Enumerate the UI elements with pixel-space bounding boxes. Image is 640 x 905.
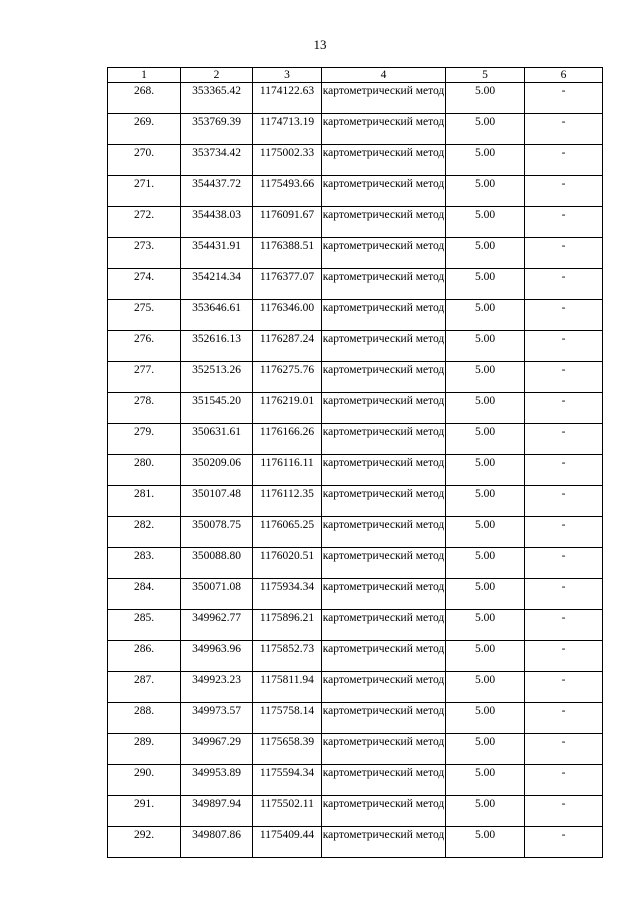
note-cell: - (525, 269, 603, 300)
x-coordinate-cell: 352513.26 (181, 362, 253, 393)
method-cell: картометрический метод (322, 610, 446, 641)
method-cell: картометрический метод (322, 455, 446, 486)
x-coordinate-cell: 350209.06 (181, 455, 253, 486)
column-header-2: 2 (181, 68, 253, 83)
y-coordinate-cell: 1174122.63 (253, 83, 322, 114)
point-number-cell: 270. (108, 145, 181, 176)
method-cell: картометрический метод (322, 269, 446, 300)
note-cell: - (525, 579, 603, 610)
accuracy-cell: 5.00 (446, 486, 525, 517)
table-row (108, 176, 603, 207)
point-number-cell: 289. (108, 734, 181, 765)
note-cell: - (525, 362, 603, 393)
accuracy-cell: 5.00 (446, 331, 525, 362)
point-number-cell: 286. (108, 641, 181, 672)
table-header-row (108, 68, 603, 83)
method-cell: картометрический метод (322, 424, 446, 455)
table-row (108, 517, 603, 548)
x-coordinate-cell: 350107.48 (181, 486, 253, 517)
table-row (108, 765, 603, 796)
note-cell: - (525, 83, 603, 114)
note-cell: - (525, 238, 603, 269)
point-number-cell: 271. (108, 176, 181, 207)
table-row (108, 579, 603, 610)
table-row (108, 393, 603, 424)
method-cell: картометрический метод (322, 362, 446, 393)
table-row (108, 207, 603, 238)
note-cell: - (525, 300, 603, 331)
accuracy-cell: 5.00 (446, 393, 525, 424)
point-number-cell: 269. (108, 114, 181, 145)
method-cell: картометрический метод (322, 703, 446, 734)
accuracy-cell: 5.00 (446, 176, 525, 207)
point-number-cell: 279. (108, 424, 181, 455)
table-row (108, 238, 603, 269)
method-cell: картометрический метод (322, 300, 446, 331)
point-number-cell: 276. (108, 331, 181, 362)
table-row (108, 114, 603, 145)
x-coordinate-cell: 350631.61 (181, 424, 253, 455)
point-number-cell: 288. (108, 703, 181, 734)
method-cell: картометрический метод (322, 207, 446, 238)
point-number-cell: 274. (108, 269, 181, 300)
method-cell: картометрический метод (322, 114, 446, 145)
point-number-cell: 278. (108, 393, 181, 424)
y-coordinate-cell: 1175493.66 (253, 176, 322, 207)
table-row (108, 641, 603, 672)
note-cell: - (525, 610, 603, 641)
method-cell: картометрический метод (322, 393, 446, 424)
note-cell: - (525, 827, 603, 858)
column-header-6: 6 (525, 68, 603, 83)
table-row (108, 548, 603, 579)
accuracy-cell: 5.00 (446, 114, 525, 145)
point-number-cell: 273. (108, 238, 181, 269)
x-coordinate-cell: 349807.86 (181, 827, 253, 858)
note-cell: - (525, 765, 603, 796)
accuracy-cell: 5.00 (446, 672, 525, 703)
x-coordinate-cell: 349967.29 (181, 734, 253, 765)
method-cell: картометрический метод (322, 83, 446, 114)
page-number: 13 (313, 37, 327, 52)
x-coordinate-cell: 354431.91 (181, 238, 253, 269)
accuracy-cell: 5.00 (446, 207, 525, 238)
method-cell: картометрический метод (322, 796, 446, 827)
y-coordinate-cell: 1176112.35 (253, 486, 322, 517)
y-coordinate-cell: 1176166.26 (253, 424, 322, 455)
note-cell: - (525, 548, 603, 579)
table-row (108, 796, 603, 827)
table-row (108, 424, 603, 455)
point-number-cell: 272. (108, 207, 181, 238)
table-row (108, 610, 603, 641)
y-coordinate-cell: 1175502.11 (253, 796, 322, 827)
accuracy-cell: 5.00 (446, 579, 525, 610)
point-number-cell: 291. (108, 796, 181, 827)
method-cell: картометрический метод (322, 827, 446, 858)
accuracy-cell: 5.00 (446, 238, 525, 269)
accuracy-cell: 5.00 (446, 424, 525, 455)
note-cell: - (525, 145, 603, 176)
point-number-cell: 283. (108, 548, 181, 579)
point-number-cell: 268. (108, 83, 181, 114)
table-row (108, 703, 603, 734)
y-coordinate-cell: 1176275.76 (253, 362, 322, 393)
note-cell: - (525, 796, 603, 827)
accuracy-cell: 5.00 (446, 269, 525, 300)
accuracy-cell: 5.00 (446, 703, 525, 734)
point-number-cell: 277. (108, 362, 181, 393)
y-coordinate-cell: 1176065.25 (253, 517, 322, 548)
y-coordinate-cell: 1175658.39 (253, 734, 322, 765)
method-cell: картометрический метод (322, 548, 446, 579)
y-coordinate-cell: 1176116.11 (253, 455, 322, 486)
x-coordinate-cell: 350088.80 (181, 548, 253, 579)
note-cell: - (525, 517, 603, 548)
x-coordinate-cell: 354214.34 (181, 269, 253, 300)
point-number-cell: 284. (108, 579, 181, 610)
method-cell: картометрический метод (322, 238, 446, 269)
y-coordinate-cell: 1176091.67 (253, 207, 322, 238)
table-row (108, 827, 603, 858)
note-cell: - (525, 703, 603, 734)
table-body (108, 83, 603, 858)
accuracy-cell: 5.00 (446, 300, 525, 331)
table-row (108, 455, 603, 486)
column-header-4: 4 (322, 68, 446, 83)
x-coordinate-cell: 349923.23 (181, 672, 253, 703)
method-cell: картометрический метод (322, 579, 446, 610)
x-coordinate-cell: 354438.03 (181, 207, 253, 238)
accuracy-cell: 5.00 (446, 796, 525, 827)
table-row (108, 331, 603, 362)
column-header-1: 1 (108, 68, 181, 83)
y-coordinate-cell: 1176377.07 (253, 269, 322, 300)
y-coordinate-cell: 1176020.51 (253, 548, 322, 579)
column-header-5: 5 (446, 68, 525, 83)
x-coordinate-cell: 352616.13 (181, 331, 253, 362)
accuracy-cell: 5.00 (446, 83, 525, 114)
x-coordinate-cell: 350071.08 (181, 579, 253, 610)
x-coordinate-cell: 350078.75 (181, 517, 253, 548)
method-cell: картометрический метод (322, 765, 446, 796)
y-coordinate-cell: 1175002.33 (253, 145, 322, 176)
y-coordinate-cell: 1175852.73 (253, 641, 322, 672)
point-number-cell: 281. (108, 486, 181, 517)
x-coordinate-cell: 351545.20 (181, 393, 253, 424)
table-row (108, 300, 603, 331)
point-number-cell: 275. (108, 300, 181, 331)
x-coordinate-cell: 353734.42 (181, 145, 253, 176)
x-coordinate-cell: 353769.39 (181, 114, 253, 145)
accuracy-cell: 5.00 (446, 827, 525, 858)
table-row (108, 734, 603, 765)
accuracy-cell: 5.00 (446, 455, 525, 486)
x-coordinate-cell: 349962.77 (181, 610, 253, 641)
accuracy-cell: 5.00 (446, 362, 525, 393)
x-coordinate-cell: 353646.61 (181, 300, 253, 331)
point-number-cell: 290. (108, 765, 181, 796)
accuracy-cell: 5.00 (446, 610, 525, 641)
method-cell: картометрический метод (322, 486, 446, 517)
table-row (108, 486, 603, 517)
note-cell: - (525, 207, 603, 238)
table-row (108, 83, 603, 114)
table-row (108, 269, 603, 300)
point-number-cell: 282. (108, 517, 181, 548)
point-number-cell: 292. (108, 827, 181, 858)
table-row (108, 362, 603, 393)
x-coordinate-cell: 349953.89 (181, 765, 253, 796)
y-coordinate-cell: 1175934.34 (253, 579, 322, 610)
method-cell: картометрический метод (322, 641, 446, 672)
accuracy-cell: 5.00 (446, 641, 525, 672)
point-number-cell: 287. (108, 672, 181, 703)
note-cell: - (525, 641, 603, 672)
note-cell: - (525, 424, 603, 455)
method-cell: картометрический метод (322, 331, 446, 362)
y-coordinate-cell: 1176287.24 (253, 331, 322, 362)
x-coordinate-cell: 349963.96 (181, 641, 253, 672)
y-coordinate-cell: 1175758.14 (253, 703, 322, 734)
y-coordinate-cell: 1176388.51 (253, 238, 322, 269)
method-cell: картометрический метод (322, 734, 446, 765)
accuracy-cell: 5.00 (446, 145, 525, 176)
accuracy-cell: 5.00 (446, 517, 525, 548)
x-coordinate-cell: 353365.42 (181, 83, 253, 114)
accuracy-cell: 5.00 (446, 765, 525, 796)
note-cell: - (525, 331, 603, 362)
point-number-cell: 280. (108, 455, 181, 486)
note-cell: - (525, 734, 603, 765)
accuracy-cell: 5.00 (446, 548, 525, 579)
y-coordinate-cell: 1175811.94 (253, 672, 322, 703)
y-coordinate-cell: 1176219.01 (253, 393, 322, 424)
y-coordinate-cell: 1175896.21 (253, 610, 322, 641)
point-number-cell: 285. (108, 610, 181, 641)
method-cell: картометрический метод (322, 176, 446, 207)
note-cell: - (525, 176, 603, 207)
method-cell: картометрический метод (322, 517, 446, 548)
y-coordinate-cell: 1175409.44 (253, 827, 322, 858)
y-coordinate-cell: 1174713.19 (253, 114, 322, 145)
coordinates-table (107, 67, 603, 858)
x-coordinate-cell: 349897.94 (181, 796, 253, 827)
note-cell: - (525, 114, 603, 145)
method-cell: картометрический метод (322, 672, 446, 703)
y-coordinate-cell: 1176346.00 (253, 300, 322, 331)
note-cell: - (525, 393, 603, 424)
note-cell: - (525, 455, 603, 486)
table-row (108, 145, 603, 176)
y-coordinate-cell: 1175594.34 (253, 765, 322, 796)
note-cell: - (525, 486, 603, 517)
x-coordinate-cell: 354437.72 (181, 176, 253, 207)
accuracy-cell: 5.00 (446, 734, 525, 765)
column-header-3: 3 (253, 68, 322, 83)
note-cell: - (525, 672, 603, 703)
method-cell: картометрический метод (322, 145, 446, 176)
table-row (108, 672, 603, 703)
x-coordinate-cell: 349973.57 (181, 703, 253, 734)
